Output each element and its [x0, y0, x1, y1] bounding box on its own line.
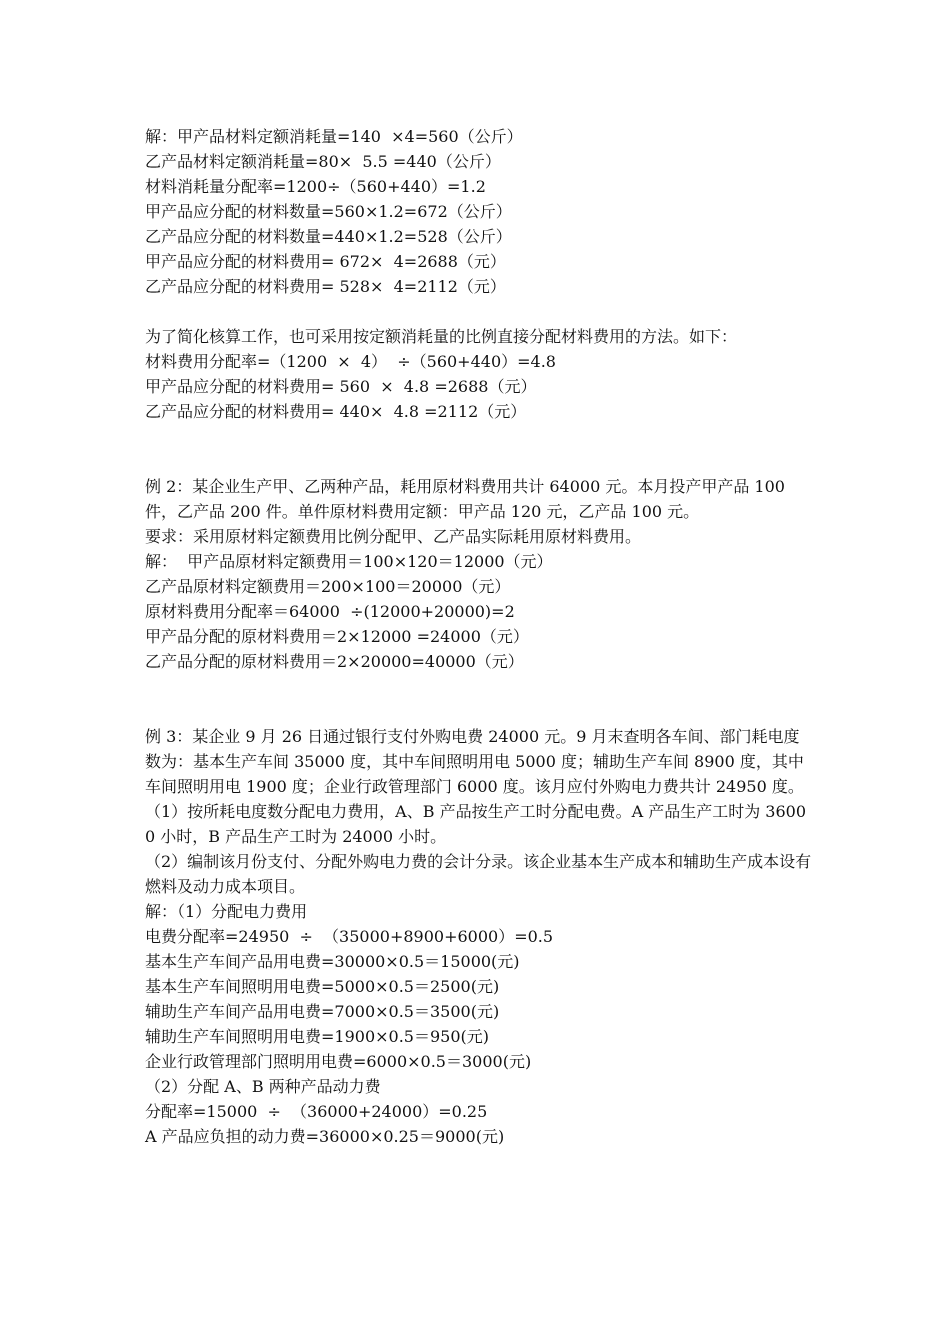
example-2-requirement: 要求：采用原材料定额费用比例分配甲、乙产品实际耗用原材料费用。 [145, 527, 642, 546]
example-3-question-2: （2）编制该月份支付、分配外购电力费的会计分录。该企业基本生产成本和辅助生产成本设有燃料及动力成本项目。 [145, 852, 812, 896]
example-3-solution-line: 解：（1）分配电力费用 [145, 902, 308, 921]
example-3-solution-line: 分配率=15000 ÷ （36000+24000）=0.25 [145, 1102, 488, 1121]
example-2-section [145, 474, 815, 674]
solution-line: 乙产品应分配的材料费用= 528× 4=2112（元） [145, 277, 506, 296]
example-3-solution-line: 辅助生产车间照明用电费=1900×0.5＝950(元) [145, 1027, 490, 1046]
example-3-solution-line: 企业行政管理部门照明用电费=6000×0.5＝3000(元) [145, 1052, 532, 1071]
solution-line: 甲产品应分配的材料数量=560×1.2=672（公斤） [145, 202, 512, 221]
example-2-solution-line: 甲产品分配的原材料费用＝2×12000 =24000（元） [145, 627, 529, 646]
example-3-solution-line: 基本生产车间产品用电费=30000×0.5＝15000(元) [145, 952, 520, 971]
spacer [145, 674, 815, 724]
example-3-solution-line: A 产品应负担的动力费=36000×0.25＝9000(元) [145, 1127, 505, 1146]
example-3-solution-line: 基本生产车间照明用电费=5000×0.5＝2500(元) [145, 977, 500, 996]
solution-line: 乙产品应分配的材料数量=440×1.2=528（公斤） [145, 227, 512, 246]
example-2-solution-line: 乙产品原材料定额费用＝200×100＝20000（元） [145, 577, 511, 596]
example-2-solution-line: 乙产品分配的原材料费用＝2×20000=40000（元） [145, 652, 524, 671]
example-3-solution-line: （2）分配 A、B 两种产品动力费 [145, 1077, 381, 1096]
example-2-solution-line: 解： 甲产品原材料定额费用＝100×120＝12000（元） [145, 552, 553, 571]
spacer [145, 424, 815, 474]
example-3-solution-line: 电费分配率=24950 ÷ （35000+8900+6000）=0.5 [145, 927, 554, 946]
example-3-problem: 例 3：某企业 9 月 26 日通过银行支付外购电费 24000 元。9 月末查明各车间、部门耗电度数为：基本生产车间 35000 度，其中车间照明用电 5000 度；辅助生产车间 8900 度，其中车间照明用电 1900 度；企业行政管理部门 6000 度。该月应付外购电力费共计 24950 度。 [145, 727, 804, 796]
document-body [145, 124, 815, 1149]
solution-line: 材料消耗量分配率=1200÷（560+440）=1.2 [145, 177, 486, 196]
example-3-section [145, 724, 815, 1149]
method-line: 乙产品应分配的材料费用= 440× 4.8 =2112（元） [145, 402, 527, 421]
spacer [145, 299, 815, 324]
method-intro: 为了简化核算工作，也可采用按定额消耗量的比例直接分配材料费用的方法。如下： [145, 327, 738, 346]
method-line: 材料费用分配率=（1200 × 4） ÷（560+440）=4.8 [145, 352, 556, 371]
method-line: 甲产品应分配的材料费用= 560 × 4.8 =2688（元） [145, 377, 537, 396]
example-2-solution-line: 原材料费用分配率＝64000 ÷(12000+20000)=2 [145, 602, 515, 621]
solution-section-1 [145, 124, 815, 299]
solution-line: 解：甲产品材料定额消耗量=140 ×4=560（公斤） [145, 127, 523, 146]
example-3-solution-line: 辅助生产车间产品用电费=7000×0.5＝3500(元) [145, 1002, 500, 1021]
example-2-problem: 例 2：某企业生产甲、乙两种产品，耗用原材料费用共计 64000 元。本月投产甲产品 100 件，乙产品 200 件。单件原材料费用定额：甲产品 120 元，乙产品 100 元。 [145, 477, 785, 521]
solution-line: 甲产品应分配的材料费用= 672× 4=2688（元） [145, 252, 506, 271]
simplified-method-section [145, 324, 815, 424]
example-3-question-1: （1）按所耗电度数分配电力费用，A、B 产品按生产工时分配电费。A 产品生产工时为 36000 小时，B 产品生产工时为 24000 小时。 [145, 802, 807, 846]
solution-line: 乙产品材料定额消耗量=80× 5.5 =440（公斤） [145, 152, 501, 171]
